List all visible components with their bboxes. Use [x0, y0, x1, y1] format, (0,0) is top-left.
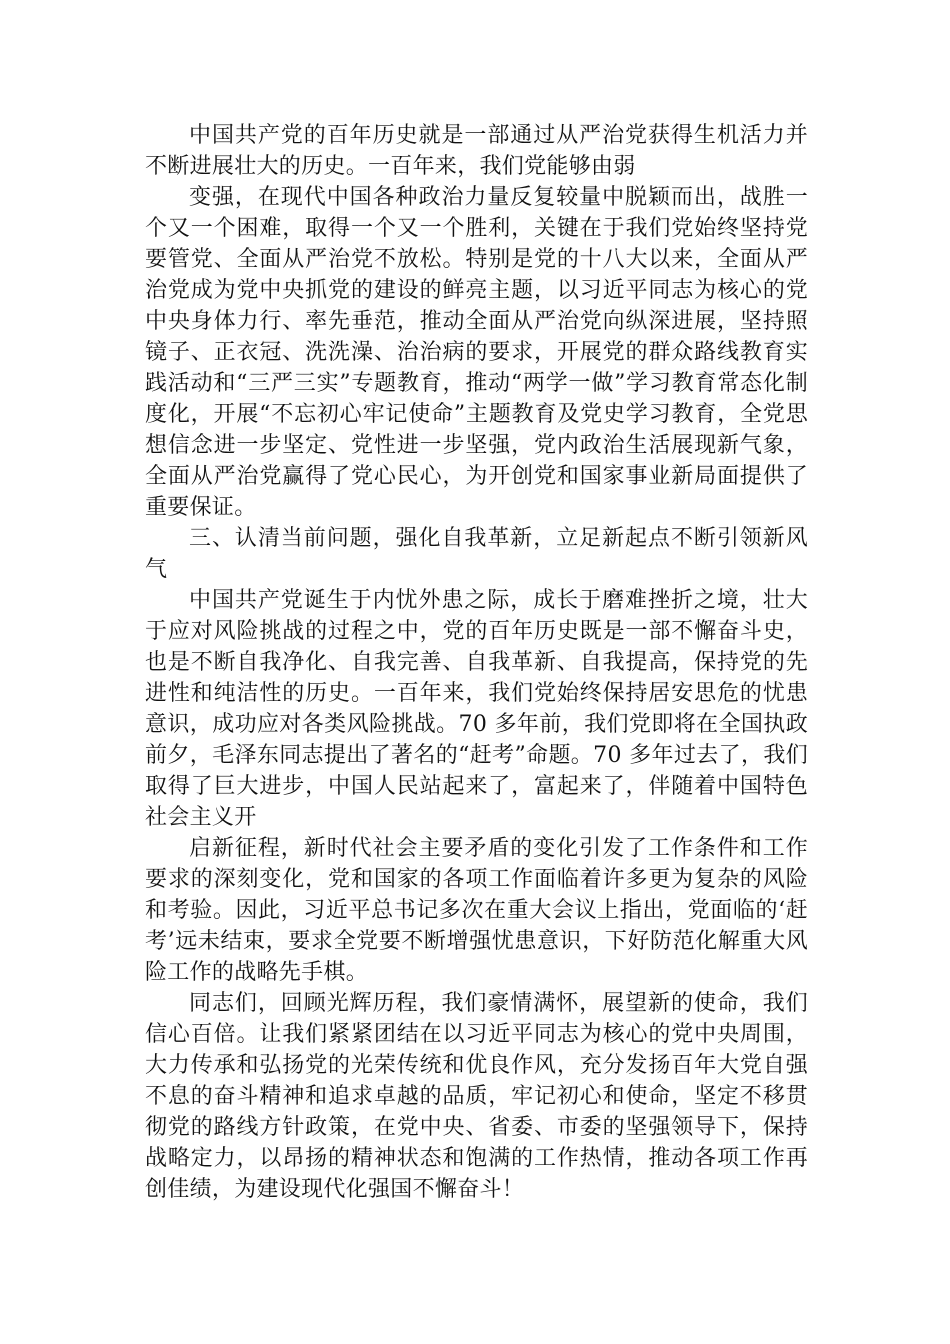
paragraph-5: 同志们，回顾光辉历程，我们豪情满怀，展望新的使命，我们信心百倍。让我们紧紧团结在以习近平同志为核心的党中央周围，大力传承和弘扬党的光荣传统和优良作风，充分发扬百年大党自强不息的奋斗精神和追求卓越的品质，牢记初心和使命，坚定不移贯彻党的路线方针政策，在党中央、省委、市委的坚强领导下，保持战略定力，以昂扬的精神状态和饱满的工作热情，推动各项工作再创佳绩，为建设现代化强国不懈奋斗！ — [145, 991, 808, 1202]
document-body — [145, 120, 808, 1205]
paragraph-4: 启新征程，新时代社会主要矛盾的变化引发了工作条件和工作要求的深刻变化，党和国家的各项工作面临着许多更为复杂的风险和考验。因此，习近平总书记多次在重大会议上指出，党面临的‘赶考’远未结束，要求全党要不断增强忧患意识，下好防范化解重大风险工作的战略先手棋。 — [145, 836, 808, 985]
paragraph-2: 变强，在现代中国各种政治力量反复较量中脱颖而出，战胜一个又一个困难，取得一个又一个胜利，关键在于我们党始终坚持党要管党、全面从严治党不放松。特别是党的十八大以来，全面从严治党成为党中央抓党的建设的鲜亮主题，以习近平同志为核心的党中央身体力行、率先垂范，推动全面从严治党向纵深进展，坚持照镜子、正衣冠、洗洗澡、治治病的要求，开展党的群众路线教育实践活动和“三严三实”专题教育，推动“两学一做”学习教育常态化制度化，开展“不忘初心牢记使命”主题教育及党史学习教育，全党思想信念进一步坚定、党性进一步坚强，党内政治生活展现新气象，全面从严治党赢得了党心民心，为开创党和国家事业新局面提供了重要保证。 — [145, 185, 808, 520]
paragraph-1: 中国共产党的百年历史就是一部通过从严治党获得生机活力并不断进展壮大的历史。一百年来，我们党能够由弱 — [145, 123, 808, 179]
section-heading: 三、认清当前问题，强化自我革新，立足新起点不断引领新风气 — [145, 526, 808, 582]
paragraph-3: 中国共产党诞生于内忧外患之际，成长于磨难挫折之境，壮大于应对风险挑战的过程之中，党的百年历史既是一部不懈奋斗史，也是不断自我净化、自我完善、自我革新、自我提高，保持党的先进性和纯洁性的历史。一百年来，我们党始终保持居安思危的忧患意识，成功应对各类风险挑战。70 多年前，我们党即将在全国执政前夕，毛泽东同志提出了著名的“赶考”命题。70 多年过去了，我们取得了巨大进步，中国人民站起来了，富起来了，伴随着中国特色社会主义开 — [145, 588, 808, 830]
